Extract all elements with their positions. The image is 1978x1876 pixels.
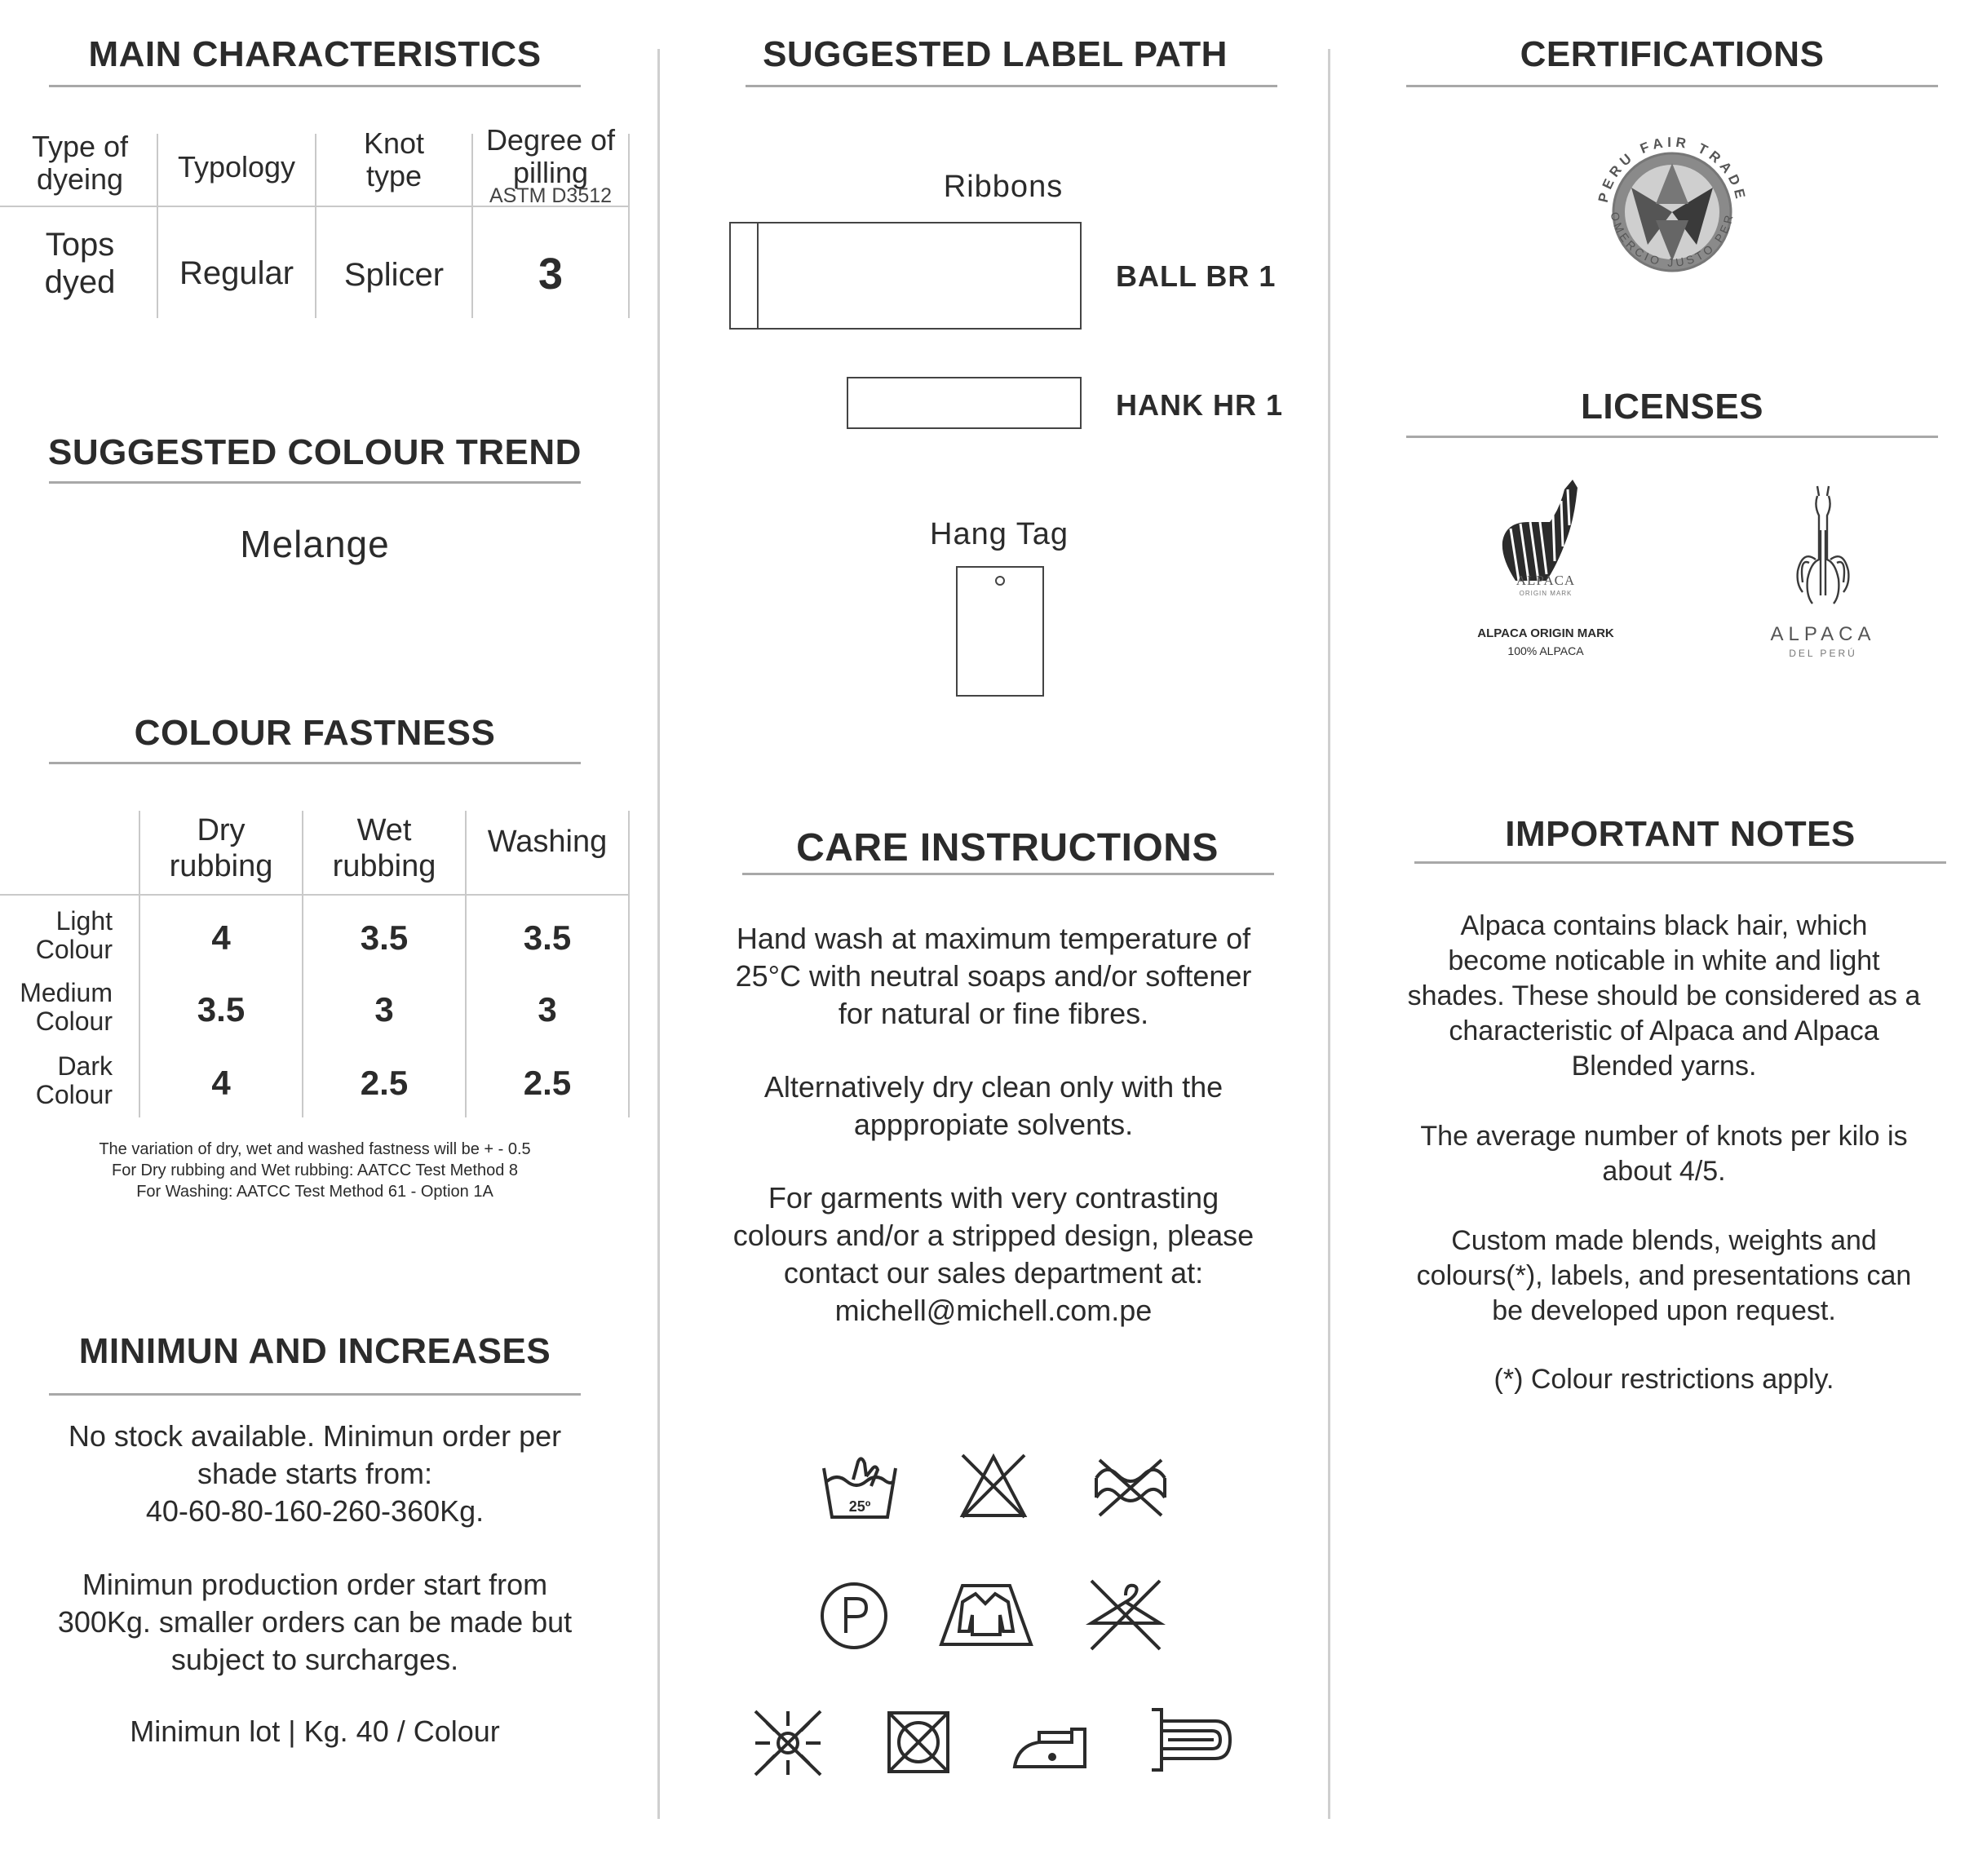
no-bleach-icon <box>959 1452 1028 1520</box>
hang-tag-caption: Hang Tag <box>930 517 1069 551</box>
text-line: Hand wash at maximum temperature of <box>736 922 1251 955</box>
minimum-paragraph-2 <box>8 1566 622 1679</box>
text-line: 40-60-80-160-260-360Kg. <box>145 1494 485 1528</box>
header-degree-of-pilling: Degree of pilling <box>485 123 616 189</box>
text-line: michell@michell.com.pe <box>834 1294 1153 1327</box>
text-line: 300Kg. smaller orders can be made but <box>57 1605 573 1639</box>
text-line: colours(*), labels, and presentations can <box>1416 1260 1912 1291</box>
text-line: apppropiate solvents. <box>853 1108 1134 1141</box>
certifications-title: CERTIFICATIONS <box>1520 34 1825 74</box>
alpaca-origin-mark-logo <box>1468 476 1623 664</box>
text-line: about 4/5. <box>1602 1156 1726 1187</box>
minimum-paragraph-1 <box>8 1418 622 1530</box>
section-rule <box>1414 861 1946 864</box>
section-rule <box>49 85 581 87</box>
pilling-standard: ASTM D3512 <box>489 184 613 207</box>
aom-brand: ALPACA <box>1516 573 1576 588</box>
hang-tag-hole <box>995 576 1005 586</box>
colour-trend-value: Melange <box>240 523 390 565</box>
light-dry-value: 4 <box>211 918 231 957</box>
text-line: Minimun production order start from <box>82 1568 548 1601</box>
no-hang-dry-icon <box>1085 1577 1166 1653</box>
header-knot-type: Knot type <box>363 126 425 192</box>
hang-tag <box>956 566 1044 697</box>
medium-dry-value: 3.5 <box>197 989 246 1029</box>
text-line: Alpaca contains black hair, which <box>1460 910 1868 941</box>
text-line: For garments with very contrasting <box>768 1181 1219 1215</box>
section-rule <box>1406 85 1938 87</box>
column-separator <box>1328 49 1330 1819</box>
care-title: CARE INSTRUCTIONS <box>796 826 1219 869</box>
light-washing-value: 3.5 <box>523 918 572 957</box>
value-typology: Regular <box>179 255 294 291</box>
fair-trade-seal-text <box>1576 112 1762 302</box>
table-line <box>139 811 140 1117</box>
text-line: The average number of knots per kilo is <box>1420 1121 1908 1152</box>
header-dry-rubbing: Dry rubbing <box>169 813 273 883</box>
adp-brand: ALPACA <box>1770 623 1876 645</box>
text-line: for natural or fine fibres. <box>838 997 1149 1030</box>
aom-sub: ORIGIN MARK <box>1519 590 1573 597</box>
care-paragraph-2 <box>677 1069 1310 1144</box>
minimum-lot: Minimun lot | Kg. 40 / Colour <box>130 1715 500 1748</box>
notes-paragraph-3 <box>1354 1223 1974 1329</box>
svg-text:25º: 25º <box>848 1498 871 1515</box>
adp-sub: DEL PERÚ <box>1789 648 1857 659</box>
light-wet-value: 3.5 <box>360 918 409 957</box>
no-wring-icon <box>1093 1457 1168 1519</box>
care-paragraph-3 <box>677 1179 1310 1330</box>
text-line: Alternatively dry clean only with the <box>763 1070 1224 1104</box>
section-rule <box>1406 436 1938 438</box>
text-line: subject to surcharges. <box>170 1643 459 1676</box>
colour-trend-title: SUGGESTED COLOUR TREND <box>48 432 582 472</box>
hank-ribbon-label <box>847 377 1082 429</box>
section-rule <box>49 481 581 484</box>
text-line: colours and/or a stripped design, please <box>732 1219 1255 1252</box>
ball-ribbon-label <box>729 222 1082 330</box>
fastness-note-washing: For Washing: AATCC Test Method 61 - Option 1A <box>136 1183 493 1201</box>
section-rule <box>49 1393 581 1396</box>
section-rule <box>746 85 1277 87</box>
care-paragraph-1 <box>677 920 1310 1033</box>
text-line: 25°C with neutral soaps and/or softener <box>735 959 1252 993</box>
medium-washing-value: 3 <box>538 989 557 1029</box>
medium-wet-value: 3 <box>374 989 394 1029</box>
table-line <box>157 134 158 318</box>
section-rule <box>49 762 581 764</box>
table-line <box>628 134 630 318</box>
text-line: shade starts from: <box>197 1457 433 1490</box>
no-sun-dry-icon <box>750 1708 825 1778</box>
svg-text:PERU FAIR TRADE: PERU FAIR TRADE <box>1595 134 1750 205</box>
licenses-title: LICENSES <box>1580 387 1764 427</box>
value-type-of-dyeing: Tops dyed <box>44 227 116 300</box>
table-line <box>471 134 473 318</box>
dry-clean-p-icon <box>819 1581 889 1651</box>
table-line <box>0 894 630 896</box>
value-degree-of-pilling: 3 <box>538 250 564 299</box>
row-label-light: Light Colour <box>35 906 113 965</box>
table-line <box>315 134 316 318</box>
ball-label-text: BALL BR 1 <box>1116 259 1277 293</box>
column-separator <box>657 49 660 1819</box>
section-rule <box>742 873 1274 875</box>
important-notes-title: IMPORTANT NOTES <box>1505 814 1856 854</box>
hank-label-text: HANK HR 1 <box>1116 388 1284 422</box>
value-knot-type: Splicer <box>343 257 445 293</box>
alpaca-del-peru-icon <box>1746 481 1901 612</box>
main-characteristics-title: MAIN CHARACTERISTICS <box>88 34 542 74</box>
peru-fair-trade-seal <box>1576 112 1762 302</box>
alpaca-del-peru-logo <box>1746 481 1901 661</box>
fastness-note-rubbing: For Dry rubbing and Wet rubbing: AATCC Test Method 8 <box>111 1161 519 1179</box>
text-line: Custom made blends, weights and <box>1451 1225 1877 1256</box>
notes-paragraph-1 <box>1354 909 1974 1084</box>
text-line: shades. These should be considered as a <box>1407 980 1921 1011</box>
ribbons-caption: Ribbons <box>943 170 1064 204</box>
iron-low-icon <box>1011 1724 1090 1770</box>
cool-iron-garment-icon <box>938 1582 1034 1648</box>
row-label-medium: Medium Colour <box>20 978 113 1037</box>
dark-dry-value: 4 <box>211 1063 231 1102</box>
steam-iron-icon <box>1148 1706 1233 1773</box>
header-type-of-dyeing: Type of dyeing <box>31 130 129 196</box>
aom-title: ALPACA ORIGIN MARK <box>1477 626 1614 640</box>
dark-wet-value: 2.5 <box>360 1063 409 1102</box>
label-path-title: SUGGESTED LABEL PATH <box>763 34 1228 74</box>
dark-washing-value: 2.5 <box>523 1063 572 1102</box>
colour-fastness-title: COLOUR FASTNESS <box>134 713 496 753</box>
aom-caption: 100% ALPACA <box>1507 644 1584 657</box>
header-typology: Typology <box>177 150 296 184</box>
row-label-dark: Dark Colour <box>35 1051 113 1110</box>
table-line <box>465 811 467 1117</box>
header-washing: Washing <box>487 825 608 860</box>
notes-paragraph-4: (*) Colour restrictions apply. <box>1493 1364 1834 1395</box>
text-line: be developed upon request. <box>1492 1295 1836 1326</box>
text-line: contact our sales department at: <box>783 1256 1204 1290</box>
minimum-title: MINIMUN AND INCREASES <box>78 1331 551 1371</box>
header-wet-rubbing: Wet rubbing <box>332 813 436 883</box>
ribbon-fold <box>757 223 759 328</box>
notes-paragraph-2 <box>1354 1119 1974 1189</box>
table-line <box>302 811 303 1117</box>
text-line: Blended yarns. <box>1571 1051 1757 1082</box>
fastness-note-variation: The variation of dry, wet and washed fastness will be + - 0.5 <box>99 1140 531 1158</box>
text-line: characteristic of Alpaca and Alpaca <box>1449 1015 1879 1046</box>
svg-text:COMERCIO JUSTO PERU: COMERCIO JUSTO PERU <box>1576 112 1737 269</box>
text-line: become noticable in white and light <box>1448 945 1880 976</box>
hand-wash-icon <box>821 1457 899 1522</box>
table-line <box>628 811 630 1117</box>
no-tumble-dry-icon <box>886 1710 951 1775</box>
text-line: No stock available. Minimun order per <box>68 1419 562 1453</box>
